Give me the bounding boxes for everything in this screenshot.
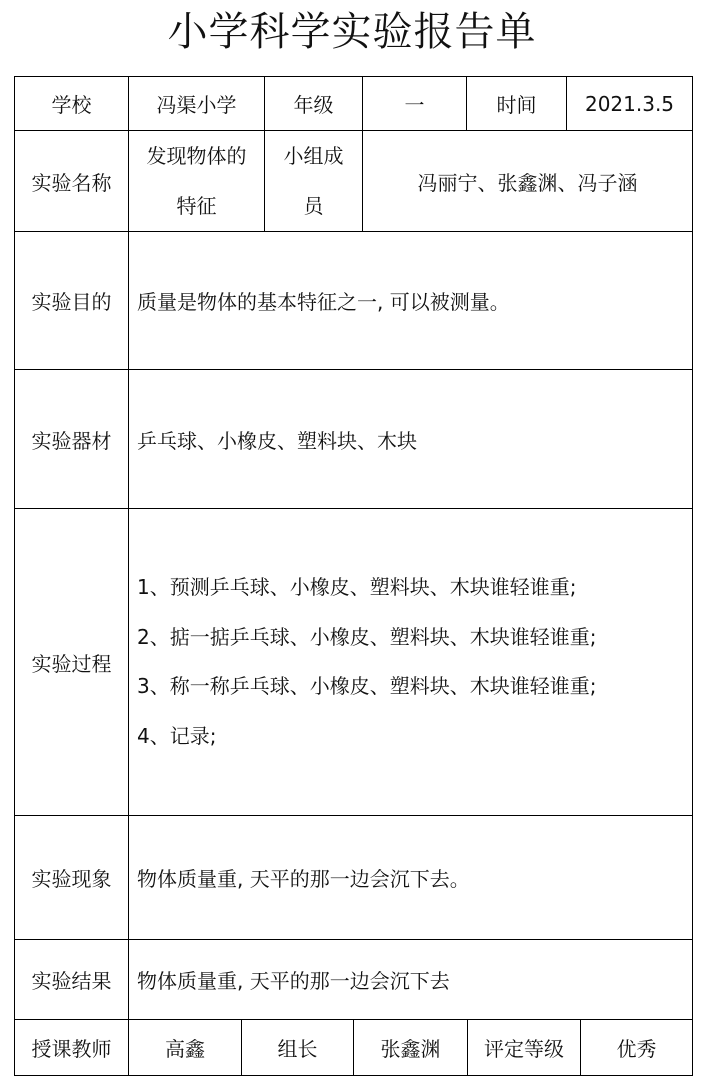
grade-label: 年级 [265, 77, 363, 131]
purpose-row [15, 232, 693, 370]
purpose-label: 实验目的 [15, 232, 129, 370]
page-title: 小学科学实验报告单 [167, 9, 537, 55]
group-members-label-cell [265, 131, 363, 232]
teacher-value: 高鑫 [129, 1020, 242, 1076]
result-label: 实验结果 [15, 940, 129, 1020]
experiment-name-label: 实验名称 [15, 131, 129, 232]
purpose-value: 质量是物体的基本特征之一, 可以被测量。 [129, 232, 693, 370]
footer-table [14, 1019, 693, 1076]
process-label: 实验过程 [15, 509, 129, 816]
rating-value: 优秀 [581, 1020, 693, 1076]
time-value: 2021.3.5 [567, 77, 693, 131]
process-step: 2、掂一掂乒乓球、小橡皮、塑料块、木块谁轻谁重; [137, 624, 597, 649]
group-members-value: 冯丽宁、张鑫渊、冯子涵 [363, 131, 693, 232]
process-step: 1、预测乒乓球、小橡皮、塑料块、木块谁轻谁重; [137, 575, 577, 599]
process-step: 3、称一称乒乓球、小橡皮、塑料块、木块谁轻谁重; [137, 674, 597, 698]
group-members-label: 小组成员 [283, 144, 344, 218]
experiment-name-cell [129, 131, 265, 232]
phenomenon-row [15, 816, 693, 940]
experiment-name-value: 发现物体的特征 [146, 144, 247, 218]
school-value: 冯渠小学 [129, 77, 265, 131]
process-row [15, 509, 693, 816]
time-label: 时间 [467, 77, 567, 131]
result-row [15, 940, 693, 1020]
teacher-label: 授课教师 [15, 1020, 129, 1076]
materials-label: 实验器材 [15, 370, 129, 509]
leader-label: 组长 [242, 1020, 354, 1076]
school-label: 学校 [15, 77, 129, 131]
phenomenon-value: 物体质量重, 天平的那一边会沉下去。 [129, 816, 693, 940]
materials-value: 乒乓球、小橡皮、塑料块、木块 [129, 370, 693, 509]
experiment-name-row [15, 131, 693, 232]
grade-value: 一 [363, 77, 467, 131]
process-steps [129, 509, 693, 816]
process-step: 4、记录; [137, 723, 217, 748]
materials-row [15, 370, 693, 509]
footer-row [15, 1020, 693, 1076]
leader-value: 张鑫渊 [354, 1020, 468, 1076]
report-table [14, 76, 693, 1020]
header-row [15, 77, 693, 131]
phenomenon-label: 实验现象 [15, 816, 129, 940]
result-value: 物体质量重, 天平的那一边会沉下去 [129, 940, 693, 1020]
rating-label: 评定等级 [468, 1020, 581, 1076]
